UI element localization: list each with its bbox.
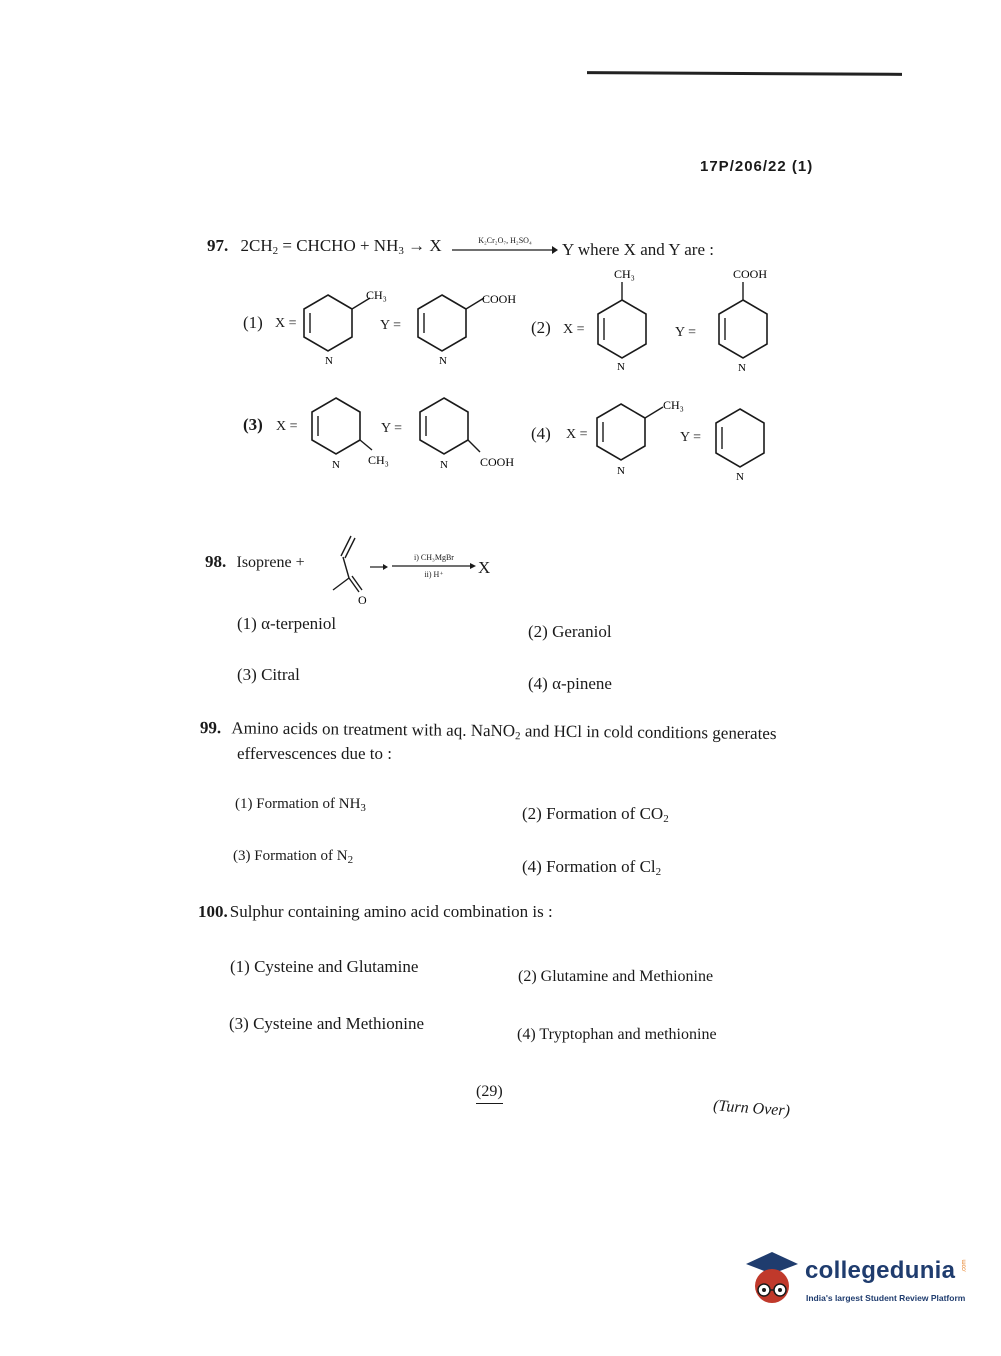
q97-reagent: K₂Cr₂O₇, H₂SO₄ [478, 236, 532, 245]
paper-code: 17P/206/22 (1) [700, 158, 814, 175]
q97-opt3-x-label: X = [276, 419, 298, 434]
svg-text:N: N [617, 361, 625, 373]
q97-number: 97. [207, 236, 229, 255]
q97-reaction-arrow [452, 236, 558, 255]
q100-option-3: (3) Cysteine and Methionine [229, 1014, 424, 1033]
svg-text:O: O [358, 593, 367, 607]
q97-opt2-x-structure [592, 262, 662, 377]
q97-opt1-y-sub: COOH [482, 292, 517, 306]
q97-opt4-y-label: Y = [680, 430, 701, 445]
q100-option-4: (4) Tryptophan and methionine [517, 1026, 717, 1043]
q97-opt2-label: (2) [531, 318, 551, 337]
q97-opt2-y-structure [707, 262, 787, 377]
q100-stem: 100. Sulphur containing amino acid combination is : [198, 902, 553, 921]
q99-number: 99. [199, 718, 222, 738]
q100-option-2: (2) Glutamine and Methionine [518, 968, 714, 985]
q100-number: 100. [198, 902, 228, 921]
q99-stem-line1: 99. Amino acids on treatment with aq. NaNO$_2$ and HCl in cold conditions generates [199, 718, 777, 744]
svg-text:N: N [325, 355, 333, 367]
q97-opt1-y-structure [414, 285, 529, 370]
q97-opt1-x-structure [300, 285, 387, 370]
q97-opt4-x-structure [593, 392, 693, 480]
svg-text:N: N [440, 459, 448, 471]
top-rule [587, 71, 902, 76]
q97-opt2-y-label: Y = [675, 325, 696, 340]
q98-product: X [478, 558, 491, 577]
q98-option-3: (3) Citral [237, 665, 300, 684]
q97-opt1-label: (1) [243, 313, 263, 332]
q97-opt3-y-label: Y = [381, 421, 402, 436]
q97-opt1-x-sub: CH₃ [366, 288, 387, 302]
q98-reaction-arrow: i) CH₃MgBr ii) H⁺ [392, 553, 476, 579]
svg-text:N: N [738, 362, 746, 374]
q97-opt3-y-structure [412, 390, 532, 475]
arrow-icon [392, 562, 476, 570]
collegedunia-logo-icon [744, 1250, 802, 1310]
q97-opt1-x-label: X = [275, 316, 297, 331]
watermark-brand: collegedunia [805, 1257, 956, 1284]
q97-opt2-x-sub: CH₃ [614, 267, 635, 281]
page-number: (29) [476, 1083, 503, 1101]
q97-opt4-x-sub: CH₃ [663, 398, 684, 412]
q99-option-1: (1) Formation of $NH_3$ [235, 796, 366, 814]
q97-opt2-x-label: X = [563, 322, 585, 337]
q99-option-4: (4) Formation of $Cl_2$ [522, 857, 662, 878]
q100-option-1: (1) Cysteine and Glutamine [230, 957, 419, 976]
q97-opt3-y-sub: COOH [480, 455, 515, 469]
q97-opt3-x-sub: CH₃ [368, 453, 389, 467]
q99-stem-line2: effervescences due to : [237, 744, 392, 763]
q98-option-4: (4) α-pinene [528, 674, 612, 693]
svg-text:N: N [617, 465, 625, 477]
arrow-icon [452, 245, 558, 255]
q97-opt4-y-structure [708, 395, 778, 485]
q97-opt4-x-label: X = [566, 427, 588, 442]
q99-option-2: (2) Formation of $CO_2$ [522, 804, 669, 825]
svg-text:N: N [736, 471, 744, 483]
q98-option-1: (1) α-terpeniol [237, 614, 337, 633]
arrow-icon [370, 562, 388, 572]
watermark-tagline: India's largest Student Review Platform [806, 1293, 966, 1303]
q99-option-3: (3) Formation of $N_2$ [233, 848, 354, 866]
q98-stem: 98. Isoprene + [205, 552, 305, 571]
q97-stem-tail: Y where X and Y are : [562, 240, 714, 259]
q98-option-2: (2) Geraniol [528, 622, 612, 641]
q97-stem: 97. $2CH_2$ = CHCHO + $NH_3 \to X$ [207, 236, 442, 257]
watermark-domain: .com [961, 1259, 968, 1273]
turn-over-note: (Turn Over) [712, 1097, 791, 1120]
svg-text:N: N [439, 355, 447, 367]
q97-opt2-y-sub: COOH [733, 267, 768, 281]
svg-text:N: N [332, 459, 340, 471]
q97-opt3-label: (3) [243, 415, 263, 434]
q97-opt4-label: (4) [531, 424, 551, 443]
q98-ketone-structure [325, 528, 375, 608]
q98-number: 98. [205, 552, 227, 571]
q97-opt1-y-label: Y = [380, 318, 401, 333]
